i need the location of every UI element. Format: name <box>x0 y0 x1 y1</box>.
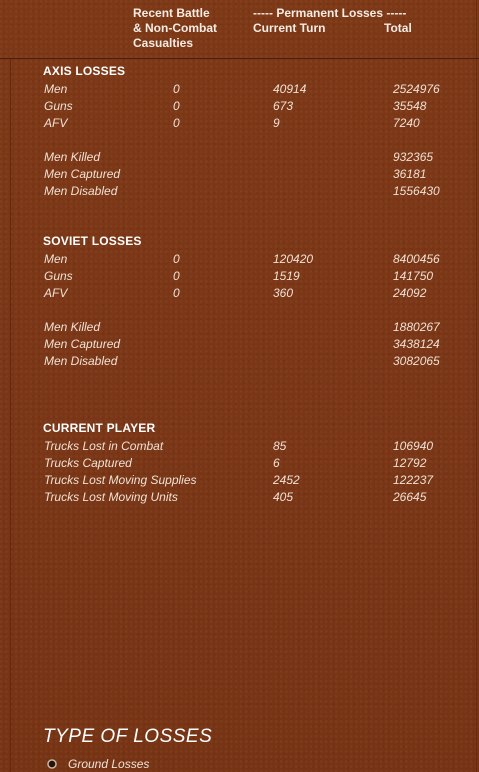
player-row-trucks-lost-combat <box>0 439 479 456</box>
row-total: 12792 <box>393 456 427 470</box>
row-label: Men <box>44 252 68 266</box>
row-label: Men Disabled <box>44 184 118 198</box>
row-total: 24092 <box>393 286 427 300</box>
type-of-losses-title: TYPE OF LOSSES <box>43 726 213 747</box>
row-recent: 0 <box>173 269 180 283</box>
row-total: 1556430 <box>393 184 440 198</box>
row-total: 122237 <box>393 473 434 487</box>
row-turn: 85 <box>273 439 287 453</box>
row-label: Trucks Captured <box>44 456 132 470</box>
player-row-trucks-moving-supplies <box>0 473 479 490</box>
row-label: Trucks Lost Moving Units <box>44 490 178 504</box>
row-recent: 0 <box>173 116 180 130</box>
row-label: Men Captured <box>44 337 121 351</box>
row-label: Men Disabled <box>44 354 118 368</box>
row-label: AFV <box>44 286 68 300</box>
row-total: 26645 <box>393 490 427 504</box>
soviet-row-men-captured <box>0 337 479 354</box>
row-total: 106940 <box>393 439 434 453</box>
header-total: Total <box>384 21 412 35</box>
axis-row-men <box>0 82 479 99</box>
axis-row-men-captured <box>0 167 479 184</box>
soviet-losses-title: SOVIET LOSSES <box>43 234 142 248</box>
header-divider <box>0 58 479 59</box>
ground-losses-radio[interactable] <box>47 759 57 769</box>
axis-row-afv <box>0 116 479 133</box>
row-recent: 0 <box>173 252 180 266</box>
row-label: Men Captured <box>44 167 121 181</box>
row-label: Guns <box>44 99 73 113</box>
row-total: 932365 <box>393 150 434 164</box>
row-recent: 0 <box>173 82 180 96</box>
header-recent-casualties <box>133 6 217 51</box>
row-total: 3082065 <box>393 354 440 368</box>
soviet-row-men-disabled <box>0 354 479 371</box>
row-turn: 9 <box>273 116 280 130</box>
soviet-row-guns <box>0 269 479 286</box>
axis-row-men-disabled <box>0 184 479 201</box>
row-label: Trucks Lost in Combat <box>44 439 164 453</box>
row-turn: 360 <box>273 286 294 300</box>
header-recent-line2: & Non-Combat <box>133 21 217 35</box>
header-recent-line3: Casualties <box>133 36 194 50</box>
soviet-row-men-killed <box>0 320 479 337</box>
row-label: Men <box>44 82 68 96</box>
soviet-row-men <box>0 252 479 269</box>
row-total: 36181 <box>393 167 427 181</box>
current-player-title: CURRENT PLAYER <box>43 421 156 435</box>
row-total: 3438124 <box>393 337 440 351</box>
row-recent: 0 <box>173 99 180 113</box>
header-current-turn: Current Turn <box>253 21 326 35</box>
row-label: Men Killed <box>44 150 101 164</box>
row-turn: 120420 <box>273 252 314 266</box>
axis-losses-title: AXIS LOSSES <box>43 64 126 78</box>
row-turn: 1519 <box>273 269 300 283</box>
row-total: 1880267 <box>393 320 440 334</box>
row-turn: 2452 <box>273 473 300 487</box>
row-turn: 6 <box>273 456 280 470</box>
row-total: 2524976 <box>393 82 440 96</box>
axis-row-guns <box>0 99 479 116</box>
row-label: Men Killed <box>44 320 101 334</box>
row-label: Trucks Lost Moving Supplies <box>44 473 197 487</box>
row-total: 8400456 <box>393 252 440 266</box>
header-permanent-losses: ----- Permanent Losses ----- <box>253 6 407 20</box>
row-turn: 673 <box>273 99 294 113</box>
player-row-trucks-captured <box>0 456 479 473</box>
header-recent-line1: Recent Battle <box>133 6 210 20</box>
axis-row-men-killed <box>0 150 479 167</box>
ground-losses-label[interactable]: Ground Losses <box>68 757 150 771</box>
row-total: 35548 <box>393 99 427 113</box>
row-label: Guns <box>44 269 73 283</box>
row-total: 141750 <box>393 269 434 283</box>
row-turn: 405 <box>273 490 294 504</box>
row-label: AFV <box>44 116 68 130</box>
row-total: 7240 <box>393 116 420 130</box>
row-recent: 0 <box>173 286 180 300</box>
player-row-trucks-moving-units <box>0 490 479 507</box>
row-turn: 40914 <box>273 82 307 96</box>
soviet-row-afv <box>0 286 479 303</box>
